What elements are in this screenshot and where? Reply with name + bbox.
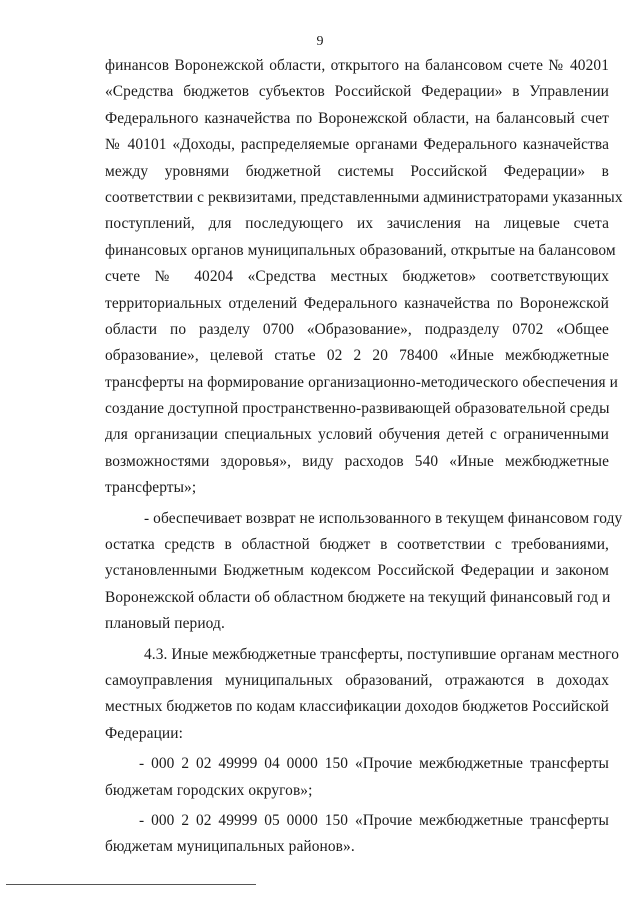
text-line: между уровнями бюджетной системы Российской Федерации» в <box>105 162 609 180</box>
text-line: бюджетам муниципальных районов». <box>105 838 355 856</box>
text-line: трансферты»; <box>105 479 197 497</box>
text-line: бюджетам городских округов»; <box>105 781 313 799</box>
text-line: для организации специальных условий обучения детей с ограниченными <box>105 426 609 444</box>
text-line: местных бюджетов по кодам классификации доходов бюджетов Российской <box>105 698 609 716</box>
text-line: - 000 2 02 49999 04 0000 150 «Прочие межбюджетные трансферты <box>139 755 609 773</box>
text-line: финансовых органов муниципальных образований, открытые на балансовом <box>105 241 616 259</box>
text-line: поступлений, для последующего их зачисления на лицевые счета <box>105 215 609 233</box>
document-body <box>105 53 623 861</box>
text-line: 4.3. Иные межбюджетные трансферты, поступившие органам местного <box>144 645 620 663</box>
text-line: области по разделу 0700 «Образование», подразделу 0702 «Общее <box>105 320 609 338</box>
text-line: соответствии с реквизитами, представленными администраторами указанных <box>105 188 623 206</box>
text-line: Федерации: <box>105 724 183 742</box>
text-line: «Средства бюджетов субъектов Российской Федерации» в Управлении <box>105 83 609 101</box>
text-line: остатка средств в областной бюджет в соответствии с требованиями, <box>105 536 609 554</box>
text-line: Федерального казначейства по Воронежской области, на балансовый счет <box>105 109 609 127</box>
text-line: образование», целевой статье 02 2 20 78400 «Иные межбюджетные <box>105 347 609 365</box>
text-line: - 000 2 02 49999 05 0000 150 «Прочие межбюджетные трансферты <box>139 811 609 829</box>
page-number: 9 <box>316 34 324 49</box>
text-line: трансферты на формирование организационно-методического обеспечения и <box>105 373 618 391</box>
text-line: самоуправления муниципальных образований, отражаются в доходах <box>105 671 609 689</box>
text-line: - обеспечивает возврат не использованного в текущем финансовом году <box>144 509 623 527</box>
footer-divider <box>6 884 256 885</box>
text-line: возможностями здоровья», виду расходов 540 «Иные межбюджетные <box>105 452 609 470</box>
text-line: создание доступной пространственно-развивающей образовательной среды <box>105 400 610 418</box>
text-line: плановый период. <box>105 615 225 633</box>
text-line: № 40101 «Доходы, распределяемые органами Федерального казначейства <box>105 136 609 154</box>
text-line: счете № 40204 «Средства местных бюджетов» соответствующих <box>105 268 609 286</box>
text-line: установленными Бюджетным кодексом Российской Федерации и законом <box>105 562 609 580</box>
text-line: финансов Воронежской области, открытого на балансовом счете № 40201 <box>105 57 609 74</box>
text-line: территориальных отделений Федерального казначейства по Воронежской <box>105 294 609 312</box>
text-line: Воронежской области об областном бюджете на текущий финансовый год и <box>105 588 611 606</box>
